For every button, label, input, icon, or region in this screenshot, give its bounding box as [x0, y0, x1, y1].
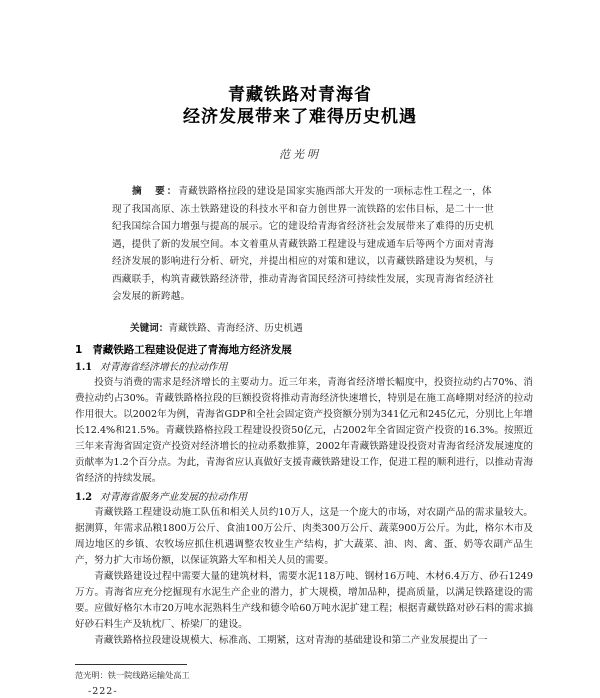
paragraph-market-demand: 青藏铁路工程建设动施工队伍和相关人员约10万人，这是一个庞大的市场，对农副产品的需求量较大。据测算，年需求品粮1800万公斤、食油100万公斤、肉类300万公斤、蔬菜900万公斤。为此，格尔木市及周边地区的乡镇、农牧场应抓住机遇调整农牧业生产结构，扩大蔬菜、油、肉、禽、蛋、奶等农副产品生产，努力扩大市场份额，以保证筑路大军和相关人员的需要。: [75, 507, 533, 566]
section-1-title: 青藏铁路工程建设促进了青海地方经济发展: [92, 344, 292, 356]
keywords-line: [130, 320, 500, 334]
keywords-text: 青藏铁路、青海经济、历史机遇: [168, 323, 303, 334]
abstract-block: [112, 183, 494, 306]
subsection-1-1-heading: [75, 359, 535, 373]
paragraph-construction-scale: 青藏铁路格拉段建设规模大、标准高、工期紧，这对青海的基础建设和第二产业发展提出了一: [94, 635, 488, 646]
subsection-1-2-title: 对青海省服务产业发展的拉动作用: [100, 492, 247, 503]
keywords-label: 关键词：: [130, 323, 169, 334]
paragraph-investment: 投资与消费的需求是经济增长的主要动力。近三年来，青海省经济增长幅度中，投资拉动约占70%、消费拉动约占30%。青藏铁路格拉段的巨额投资将推动青海经济快速增长，特别是在施工高峰期对经济的拉动作用很大。以2002年为例，青海省GDP和全社会固定资产投资额分别为341亿元和245亿元，分别比上年增长12.4%和21.5%。青藏铁路格拉段工程建设投资50亿元，占2002年全省固定资产投资的16.3%。按照近三年来青海省固定资产投资对经济增长的拉动系数推算，2002年青藏铁路建设投资对青海省经济发展速度的贡献率为1.2个百分点。为此，青海省应认真做好支援青藏铁路建设工作，促进工程的顺利进行，以推动青海省经济的持续发展。: [75, 377, 533, 484]
subsection-1-2-number: 1.2: [75, 492, 93, 503]
footnote-divider: [75, 664, 187, 665]
page-number: -222-: [88, 686, 118, 697]
section-1-number: 1: [75, 344, 83, 356]
footnote-author: 范光明：铁一院线路运输处高工: [75, 670, 190, 680]
subsection-1-1-title: 对青海省经济增长的拉动作用: [100, 362, 228, 373]
author-name: 范光明: [279, 148, 321, 161]
paper-title-line-2: 经济发展带来了难得历史机遇: [183, 107, 417, 127]
paragraph-building-materials: 青藏铁路建设过程中需要大量的建筑材料，需要水泥118万吨、钢材16万吨、木材6.4万方、砂石1249万方。青海省应充分挖掘现有水泥生产企业的潜力，扩大规模，增加品种，提高质量，以满足铁路建设的需要。应做好格尔木市20万吨水泥熟料生产线和德令哈60万吨水泥扩建工程；根据青藏铁路对砂石料的需求搞好砂石料生产及轨枕厂、桥梁厂的建设。: [75, 571, 533, 630]
subsection-1-2-heading: [75, 489, 535, 503]
section-1-heading: [75, 342, 535, 357]
paper-title-line-1: 青藏铁路对青海省: [228, 85, 372, 105]
abstract-text: 青藏铁路格拉段的建设是国家实施西部大开发的一项标志性工程之一，体现了我国高原、冻土铁路建设的科技水平和奋力创世界一流铁路的宏伟目标，是二十一世纪我国综合国力增强与提高的展示。它的建设给青海省经济社会发展带来了难得的历史机遇，提供了新的发展空间。本文着重从青藏铁路工程建设与建成通车后等两个方面对青海经济发展的影响进行分析、研究，并提出相应的对策和建议，以青藏铁路建设为契机，与西藏联手，构筑青藏铁路经济带，推动青海省国民经济可持续性发展，实现青海省经济社会发展的新跨越。: [112, 186, 494, 302]
abstract-label: 摘 要：: [132, 186, 179, 197]
subsection-1-1-number: 1.1: [75, 362, 93, 373]
